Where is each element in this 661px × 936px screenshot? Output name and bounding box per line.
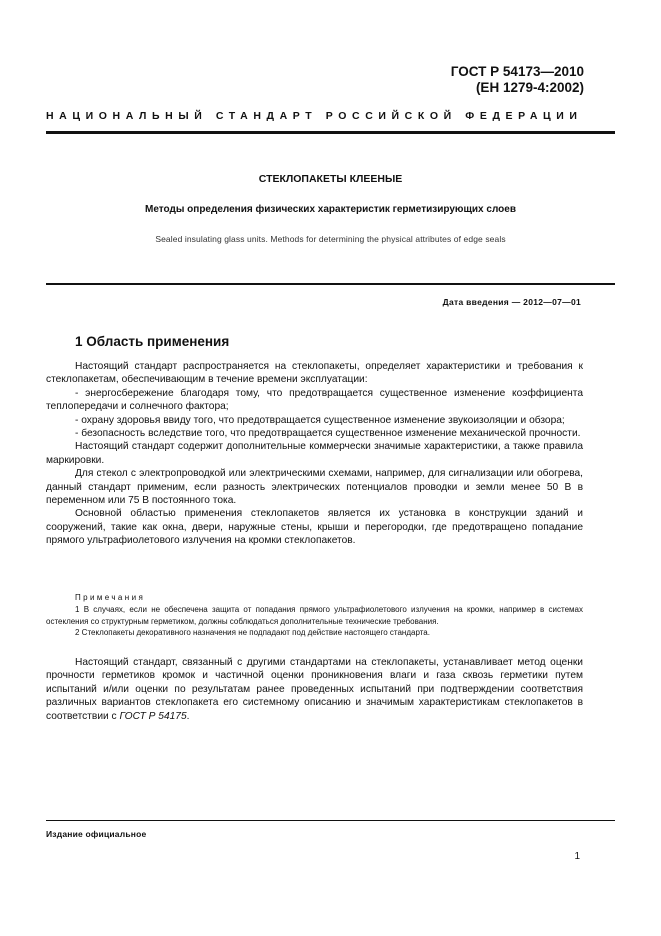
top-divider <box>46 131 615 134</box>
standard-number: ГОСТ Р 54173—2010 <box>450 64 584 79</box>
document-title: СТЕКЛОПАКЕТЫ КЛЕЕНЫЕ <box>258 173 403 185</box>
section-heading: 1 Область применения <box>75 334 230 349</box>
footer-divider <box>46 820 615 821</box>
introduction-date: Дата введения — 2012—07—01 <box>442 297 581 307</box>
section-body <box>46 360 583 548</box>
edition-label: Издание официальное <box>46 829 147 839</box>
notes-block <box>46 592 583 639</box>
paragraph: Настоящий стандарт распространяется на стеклопакеты, определяет характеристики и требования к стеклопакетам, обеспечивающим в течение времени эксплуатации: <box>46 361 583 386</box>
standard-reference-link: ГОСТ Р 54175 <box>119 710 187 722</box>
paragraph: Основной областью применения стеклопакетов является их установка в конструкции зданий и сооружений, такие как окна, двери, наружные стены, крыши и перегородки, где предотвращено попадание прямого ультрафиолетового излучения на кромки стеклопакетов. <box>46 508 583 547</box>
national-standard-label: НАЦИОНАЛЬНЫЙ СТАНДАРТ РОССИЙСКОЙ ФЕДЕРАЦИИ <box>46 110 583 122</box>
final-paragraph-end: . <box>186 710 190 722</box>
final-paragraph-block <box>46 656 583 723</box>
list-item: - охрану здоровья ввиду того, что предотвращается существенное изменение звукоизоляции и обзора; <box>75 414 565 426</box>
final-paragraph <box>46 656 583 723</box>
title-divider <box>46 283 615 285</box>
page-number: 1 <box>574 851 580 862</box>
final-paragraph-text: Настоящий стандарт, связанный с другими стандартами на стеклопакеты, устанавливает метод оценки прочности герметиков кромок и частичной оценки проникновения влаги и газа сквозь герметики путем испытаний и/или оценки по результатам ранее проведенных испытаний при подтверждении соответствия различных вариантов стеклопакета его системному описанию и значимым характеристикам стеклопакетов в соответствии с <box>46 657 583 722</box>
note-item: 2 Стеклопакеты декоративного назначения не подпадают под действие настоящего стандарта. <box>75 628 430 638</box>
paragraph: Для стекол с электропроводкой или электрическими схемами, например, для сигнализации или обогрева, данный стандарт применим, если разность электрических потенциалов проводки и земли менее 50 В в переменном или 75 В постоянного тока. <box>46 468 583 507</box>
list-item: - безопасность вследствие того, что предотвращается существенное изменение механической прочности. <box>75 428 581 440</box>
document-subtitle: Методы определения физических характеристик герметизирующих слоев <box>145 204 516 215</box>
note-item: 1 В случаях, если не обеспечена защита от попадания прямого ультрафиолетового излучения на кромки, например в системах остекления со структурным герметиком, должны соблюдаться дополнительные технические требования. <box>46 604 583 626</box>
document-title-english: Sealed insulating glass units. Methods for determining the physical attributes of edge seals <box>155 234 506 244</box>
list-item: - энергосбережение благодаря тому, что предотвращается существенное изменение коэффициента теплопередачи и солнечного фактора; <box>46 387 583 413</box>
notes-heading: Примечания <box>75 593 146 602</box>
paragraph: Настоящий стандарт содержит дополнительные коммерчески значимые характеристики, а также правила маркировки. <box>46 441 583 466</box>
standard-code <box>451 64 584 96</box>
standard-en-number: (ЕН 1279-4:2002) <box>475 80 584 95</box>
